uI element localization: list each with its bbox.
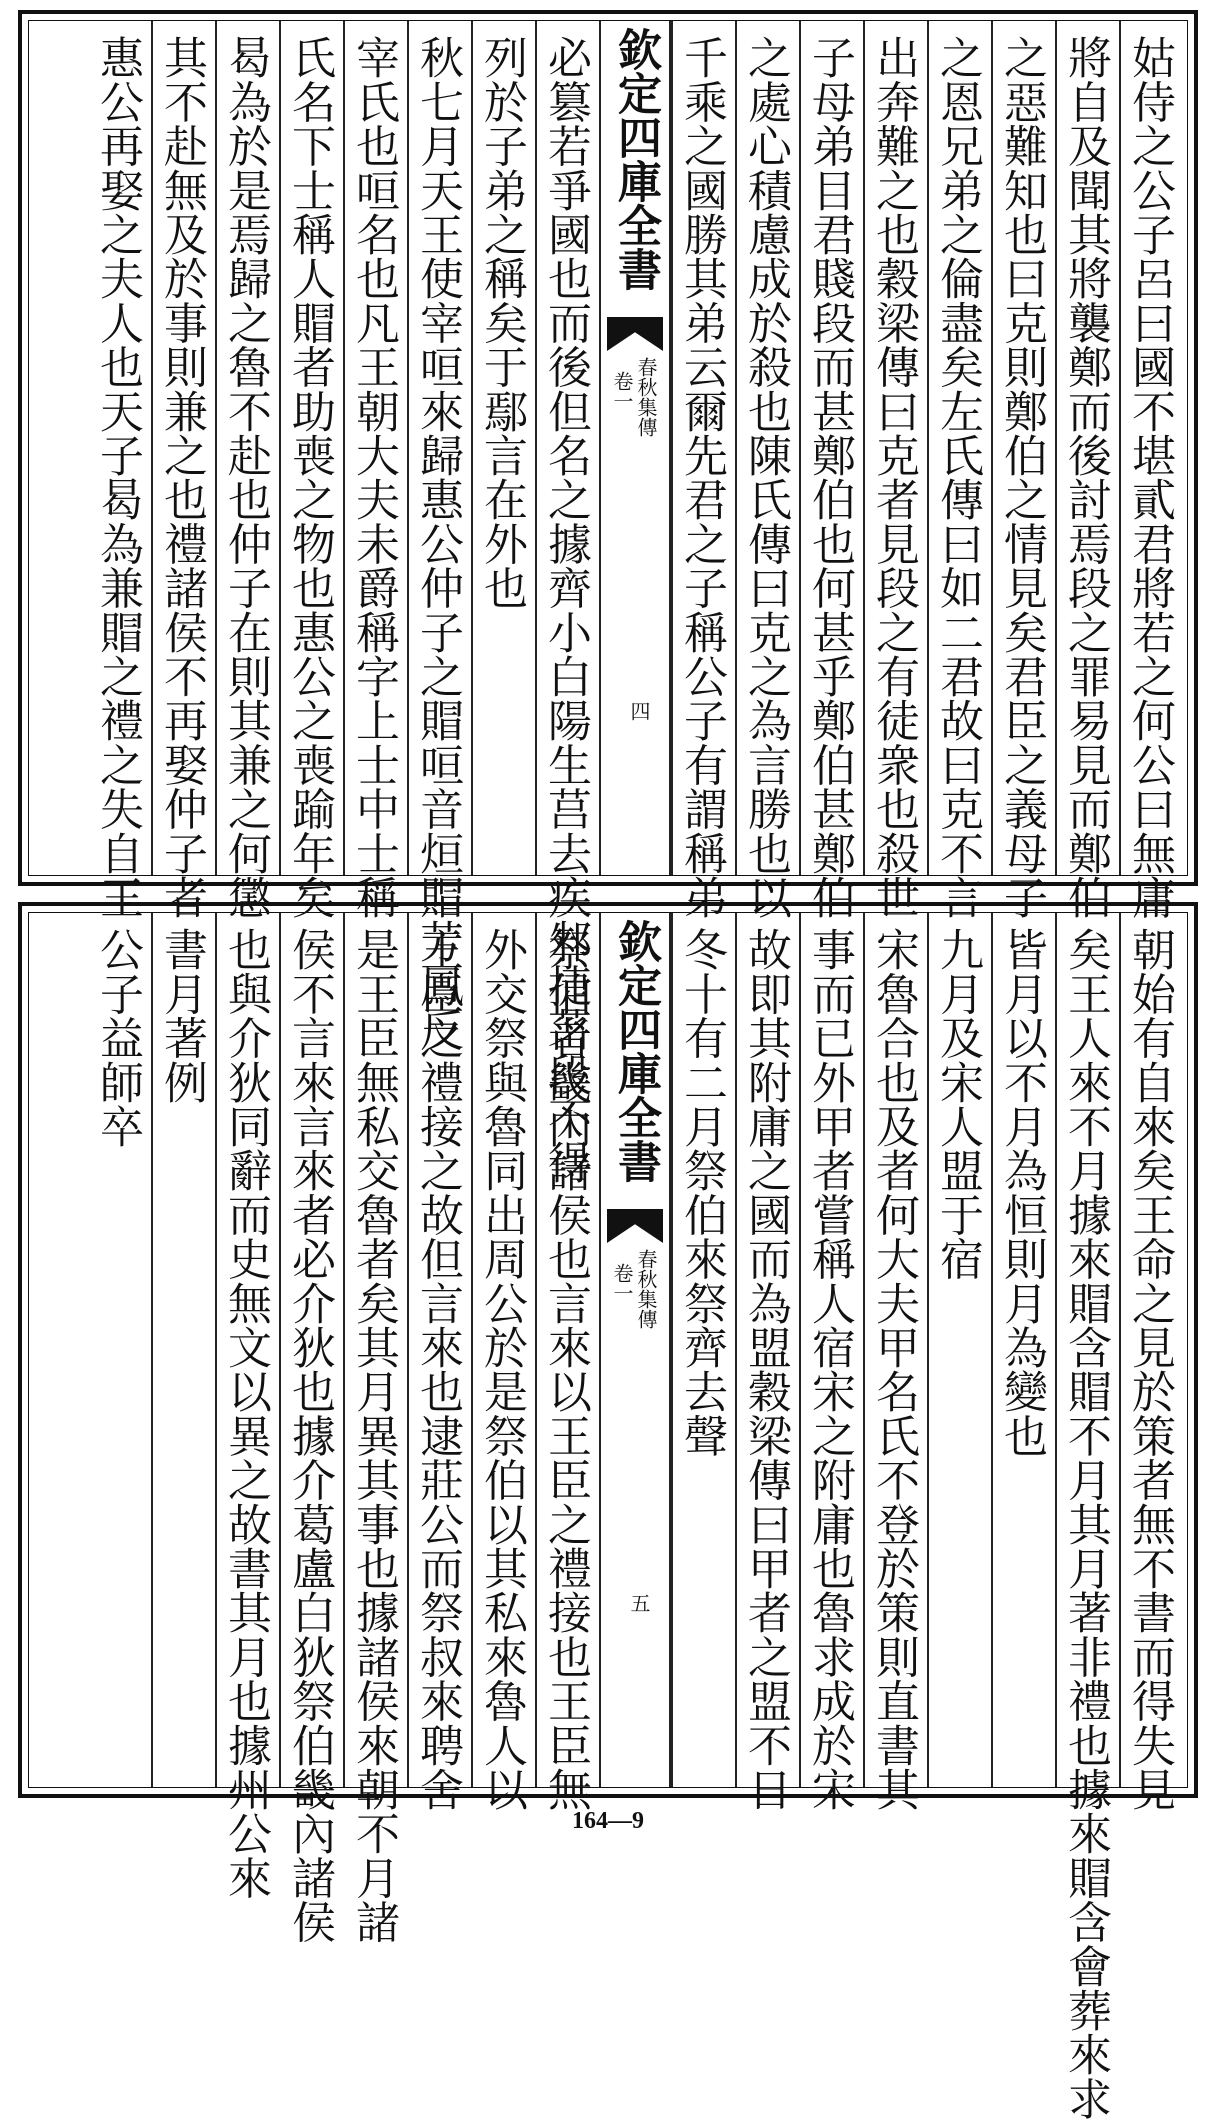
column-rule [735, 21, 737, 875]
column-rule [279, 21, 281, 875]
top_page-right-column-7: 之處心積慮成於殺也陳氏傳曰克之為言勝也以 [740, 35, 791, 919]
volume-label: 卷一 [610, 371, 634, 411]
top_page-right-column-3: 之惡難知也曰克則鄭伯之情見矣君臣之義母子 [996, 35, 1047, 919]
footer-page-number: 164—9 [572, 1808, 644, 1834]
top_page-left-column-6: 曷為於是焉歸之魯不赴也仲子在則其兼之何懲 [220, 35, 271, 919]
column-rule [735, 913, 737, 1787]
bottom_page-left-column-3: 王臣之禮接之故但言來也逮莊公而祭叔來聘舍 [412, 927, 463, 1811]
bottom_page-right-column-4: 九月及宋人盟于宿 [932, 927, 983, 1281]
leaf-number: 四 [627, 701, 651, 721]
top_page-right-column-1: 姑侍之公子呂曰國不堪貳君將若之何公曰無庸 [1124, 35, 1175, 919]
bottom_page-right-column-5: 宋魯合也及者何大夫甲名氏不登於策則直書其 [868, 927, 919, 1811]
bottom_page-left-column-8: 公子益師卒 [92, 927, 143, 1148]
column-rule [599, 913, 601, 1787]
bottom_page-left-column-2: 外交祭與魯同出周公於是祭伯以其私來魯人以 [476, 927, 527, 1811]
center-rule-right [669, 21, 671, 875]
top_page-left-column-3: 秋七月天王使宰咺來歸惠公仲子之賵咺音烜賵芳鳳反 [412, 35, 463, 1052]
leaf-number: 五 [627, 1593, 651, 1613]
column-rule [535, 913, 537, 1787]
bottom_page-left-column-1: 祭伯者畿內諸侯也言來以王臣之禮接也王臣無 [540, 927, 591, 1811]
column-rule [471, 21, 473, 875]
bottom_page-right-column-8: 冬十有二月祭伯來祭齊去聲 [676, 927, 727, 1458]
column-rule [279, 913, 281, 1787]
column-rule [1055, 21, 1057, 875]
top_page-right-column-4: 之恩兄弟之倫盡矣左氏傳曰如二君故曰克不言 [932, 35, 983, 919]
column-rule [799, 913, 801, 1787]
top_page-left-column-7: 其不赴無及於事則兼之也禮諸侯不再娶仲子者 [156, 35, 207, 919]
top_page-left-column-8: 惠公再娶之夫人也天子曷為兼賵之禮之失自王 [92, 35, 143, 919]
column-rule [671, 21, 673, 875]
top_page-left-column-2: 列於子弟之稱矣于鄢言在外也 [476, 35, 527, 610]
bottom_page-left-column-4: 是王臣無私交魯者矣其月異其事也據諸侯來朝不月諸 [348, 927, 399, 1944]
column-rule [535, 21, 537, 875]
book-title: 春秋集傳 [634, 1249, 658, 1329]
bottom_page-right-column-6: 事而已外甲者嘗稱人宿宋之附庸也魯求成於宋 [804, 927, 855, 1811]
column-rule [343, 21, 345, 875]
column-rule [799, 21, 801, 875]
bottom_page-left-column-5: 侯不言來言來者必介狄也據介葛盧白狄祭伯畿內諸侯 [284, 927, 335, 1944]
bottom_page-right-column-7: 故即其附庸之國而為盟穀梁傳曰甲者之盟不日 [740, 927, 791, 1811]
bottom_page-left-column-6: 也與介狄同辭而史無文以異之故書其月也據州公來 [220, 927, 271, 1900]
bottom_page-left-column-7: 書月著例 [156, 927, 207, 1104]
top_page-left-column-4: 宰氏也咺名也凡王朝大夫未爵稱字上士中士稱 [348, 35, 399, 919]
column-rule [151, 21, 153, 875]
center-margin-strip [599, 913, 671, 1787]
column-rule [215, 21, 217, 875]
center-rule-right [669, 913, 671, 1787]
center-margin-strip [599, 21, 671, 875]
column-rule [927, 21, 929, 875]
top_page-right-column-5: 出奔難之也穀梁傳曰克者見段之有徒衆也殺世 [868, 35, 919, 919]
volume-label: 卷一 [610, 1263, 634, 1303]
column-rule [991, 913, 993, 1787]
top_page-left-column-5: 氏名下士稱人賵者助喪之物也惠公之喪踰年矣 [284, 35, 335, 919]
column-rule [863, 21, 865, 875]
top_page-right-column-6: 子母弟目君賤段而甚鄭伯也何甚乎鄭伯甚鄭伯 [804, 35, 855, 919]
book-title: 春秋集傳 [634, 357, 658, 437]
column-rule [1119, 913, 1121, 1787]
column-rule [927, 913, 929, 1787]
column-rule [407, 913, 409, 1787]
column-rule [471, 913, 473, 1787]
top_page-right-column-8: 千乘之國勝其弟云爾先君之子稱公子有謂稱弟 [676, 35, 727, 919]
column-rule [151, 913, 153, 1787]
column-rule [343, 913, 345, 1787]
fish-tail-ornament [607, 1209, 663, 1243]
column-rule [671, 913, 673, 1787]
column-rule [863, 913, 865, 1787]
bottom_page-right-column-2: 矣王人來不月據來賵含賵不月其月著非禮也據來賵含會葬來求 [1060, 927, 1111, 2120]
column-rule [599, 21, 601, 875]
column-rule [407, 21, 409, 875]
header-title: 欽定四庫全書 [610, 919, 661, 1183]
column-rule [1119, 21, 1121, 875]
fish-tail-ornament [607, 317, 663, 351]
top_page-right-column-2: 將自及聞其將襲鄭而後討焉段之罪易見而鄭伯 [1060, 35, 1111, 919]
column-rule [215, 913, 217, 1787]
bottom_page-right-column-3: 皆月以不月為恒則月為變也 [996, 927, 1047, 1458]
column-rule [1055, 913, 1057, 1787]
column-rule [991, 21, 993, 875]
header-title: 欽定四庫全書 [610, 27, 661, 291]
top_page-left-column-1: 必篡若爭國也而後但名之據齊小白陽生莒去疾邾捷菑段不得 [540, 35, 591, 1185]
bottom_page-right-column-1: 朝始有自來矣王命之見於策者無不書而得失見 [1124, 927, 1175, 1811]
